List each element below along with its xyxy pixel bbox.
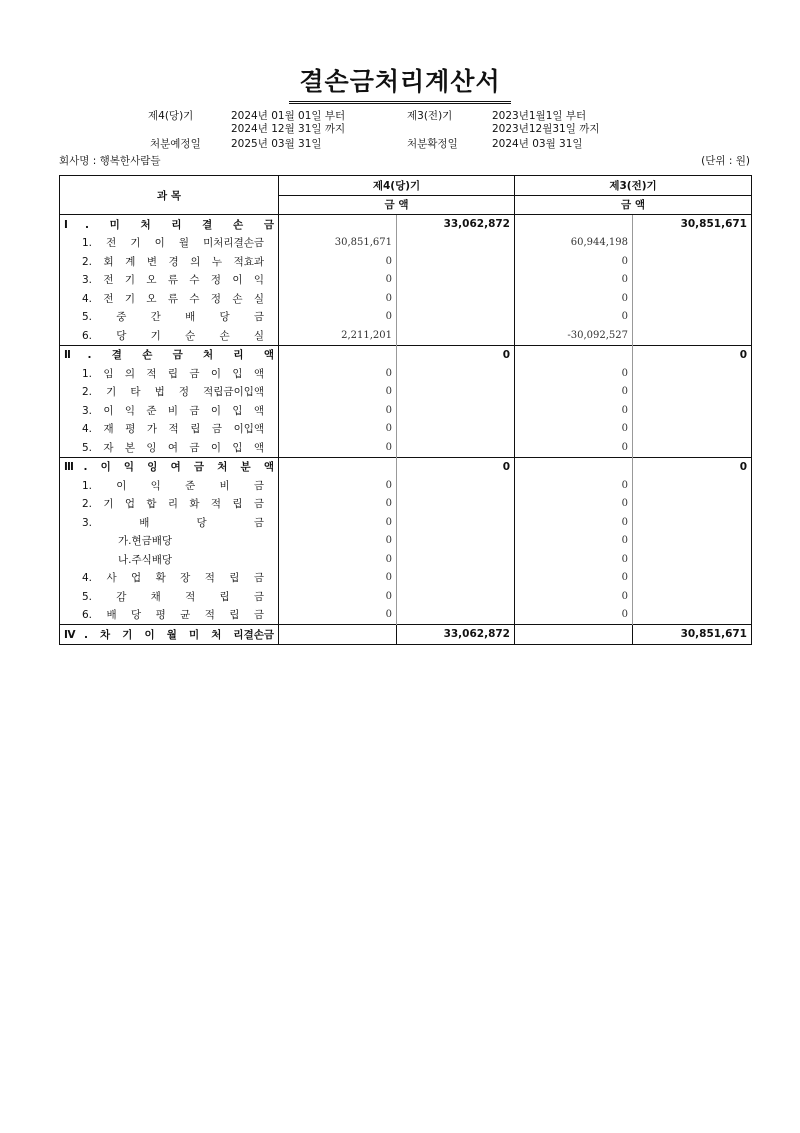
- empty-cell: [633, 420, 752, 439]
- empty-cell: [633, 401, 752, 420]
- prior-amount: 0: [515, 420, 633, 439]
- section-label: Ⅱ. 결 손 금 처 리 액: [60, 345, 279, 364]
- current-amount: 0: [385, 590, 392, 602]
- item-label: 5. 자 본 잉 여 금 이 입 액: [60, 438, 279, 457]
- unit-note: (단위 : 원): [701, 155, 750, 167]
- item-label: 2. 기 업 합 리 화 적 립 금: [60, 495, 279, 514]
- item-row: [60, 289, 752, 308]
- current-total: 0: [397, 457, 515, 476]
- empty-cell: [633, 569, 752, 588]
- empty-cell: [633, 271, 752, 290]
- item-label: 4. 사 업 확 장 적 립 금: [60, 569, 279, 588]
- empty-cell: [633, 550, 752, 569]
- planned-date: 2025년 03월 31일: [231, 138, 322, 150]
- empty-cell: [397, 606, 515, 625]
- current-amount: 0: [385, 516, 392, 528]
- empty-cell: [633, 476, 752, 495]
- empty-cell: [633, 308, 752, 327]
- item-label: 5. 감 채 적 립 금: [60, 587, 279, 606]
- item-row: [60, 569, 752, 588]
- prior-amount: 0: [515, 606, 633, 625]
- prior-amount: 0: [515, 383, 633, 402]
- item-row: [60, 550, 752, 569]
- empty-cell: [633, 252, 752, 271]
- empty-cell: [633, 289, 752, 308]
- item-label: 3. 전 기 오 류 수 정 이 익: [60, 271, 279, 290]
- prior-amount: 0: [515, 513, 633, 532]
- item-row: [60, 476, 752, 495]
- empty-cell: [397, 252, 515, 271]
- item-row: [60, 308, 752, 327]
- empty-cell: [397, 289, 515, 308]
- header-row: [60, 176, 752, 196]
- item-label: 나.주식배당: [60, 550, 279, 569]
- empty-cell: [397, 234, 515, 253]
- deficit-disposition-table: [59, 175, 752, 645]
- prior-total: 0: [633, 457, 752, 476]
- prior-amount: 0: [515, 438, 633, 457]
- prior-period-end: 2023년12월31일 까지: [492, 123, 600, 135]
- current-amount: 0: [385, 553, 392, 565]
- item-row: [60, 401, 752, 420]
- prior-amount: 0: [515, 587, 633, 606]
- item-label: 3. 배 당 금: [60, 513, 279, 532]
- prior-amount: 0: [515, 550, 633, 569]
- planned-date-label: 처분예정일: [150, 138, 201, 150]
- section-row: [60, 457, 752, 476]
- item-label: 2. 기 타 법 정 적립금이입액: [60, 383, 279, 402]
- current-period-end: 2024년 12월 31일 까지: [231, 123, 346, 135]
- prior-amount: 0: [515, 252, 633, 271]
- final-prior-total: 30,851,671: [633, 625, 752, 645]
- empty-cell: [397, 401, 515, 420]
- item-row: [60, 420, 752, 439]
- empty-cell: [279, 215, 397, 234]
- empty-cell: [279, 345, 397, 364]
- current-amount: 0: [385, 423, 392, 435]
- current-total: 33,062,872: [397, 215, 515, 234]
- current-period-label: 제4(당)기: [148, 110, 194, 122]
- empty-cell: [397, 476, 515, 495]
- empty-cell: [397, 271, 515, 290]
- empty-cell: [633, 606, 752, 625]
- current-amount: 2,211,201: [341, 329, 392, 341]
- empty-cell: [633, 438, 752, 457]
- current-amount: 0: [385, 498, 392, 510]
- item-label: 1. 임 의 적 립 금 이 입 액: [60, 364, 279, 383]
- item-row: [60, 252, 752, 271]
- current-amount: 0: [385, 572, 392, 584]
- empty-cell: [279, 625, 397, 645]
- empty-cell: [279, 457, 397, 476]
- prior-amount: 60,944,198: [515, 234, 633, 253]
- section-label: Ⅲ. 이 익 잉 여 금 처 분 액: [60, 457, 279, 476]
- prior-amount: 0: [515, 364, 633, 383]
- current-amount: 0: [385, 311, 392, 323]
- empty-cell: [515, 625, 633, 645]
- prior-amount: 0: [515, 495, 633, 514]
- section-row: [60, 345, 752, 364]
- prior-period-label: 제3(전)기: [407, 110, 453, 122]
- prior-amount: 0: [515, 569, 633, 588]
- prior-period-header: 제3(전)기: [515, 176, 752, 196]
- prior-amount: 0: [515, 308, 633, 327]
- item-row: [60, 234, 752, 253]
- empty-cell: [633, 234, 752, 253]
- item-row: [60, 364, 752, 383]
- empty-cell: [397, 438, 515, 457]
- prior-amount: 0: [515, 532, 633, 551]
- item-row: [60, 383, 752, 402]
- item-row: [60, 438, 752, 457]
- current-total: 0: [397, 345, 515, 364]
- item-row: [60, 513, 752, 532]
- current-period-start: 2024년 01월 01일 부터: [231, 110, 346, 122]
- company-name: 회사명 : 행복한사람들: [59, 155, 161, 167]
- empty-cell: [397, 569, 515, 588]
- item-row: [60, 495, 752, 514]
- prior-total: 0: [633, 345, 752, 364]
- prior-total: 30,851,671: [633, 215, 752, 234]
- current-amount: 30,851,671: [334, 237, 392, 249]
- empty-cell: [515, 457, 633, 476]
- empty-cell: [397, 513, 515, 532]
- final-row: [60, 625, 752, 645]
- item-label: 6. 배 당 평 균 적 립 금: [60, 606, 279, 625]
- empty-cell: [515, 345, 633, 364]
- document-title: 결손금처리계산서: [0, 62, 800, 104]
- empty-cell: [633, 532, 752, 551]
- empty-cell: [633, 364, 752, 383]
- prior-amount-header: 금 액: [515, 195, 752, 215]
- item-row: [60, 271, 752, 290]
- item-label: 2. 회 계 변 경 의 누 적효과: [60, 252, 279, 271]
- item-label: 가.현금배당: [60, 532, 279, 551]
- empty-cell: [397, 495, 515, 514]
- item-row: [60, 326, 752, 345]
- empty-cell: [633, 587, 752, 606]
- empty-cell: [397, 587, 515, 606]
- item-row: [60, 606, 752, 625]
- item-label: 5. 중 간 배 당 금: [60, 308, 279, 327]
- current-amount: 0: [385, 255, 392, 267]
- current-amount: 0: [385, 609, 392, 621]
- item-label: 1. 전 기 이 월 미처리결손금: [60, 234, 279, 253]
- empty-cell: [633, 326, 752, 345]
- confirmed-date: 2024년 03월 31일: [492, 138, 583, 150]
- empty-cell: [633, 383, 752, 402]
- section-row: [60, 215, 752, 234]
- prior-period-start: 2023년1월1일 부터: [492, 110, 587, 122]
- empty-cell: [397, 532, 515, 551]
- empty-cell: [515, 215, 633, 234]
- prior-amount: -30,092,527: [515, 326, 633, 345]
- item-label: 1. 이 익 준 비 금: [60, 476, 279, 495]
- current-amount: 0: [385, 367, 392, 379]
- prior-amount: 0: [515, 289, 633, 308]
- current-amount: 0: [385, 386, 392, 398]
- section-label: Ⅰ. 미 처 리 결 손 금: [60, 215, 279, 234]
- current-period-header: 제4(당)기: [279, 176, 515, 196]
- item-row: [60, 532, 752, 551]
- empty-cell: [397, 550, 515, 569]
- prior-amount: 0: [515, 271, 633, 290]
- prior-amount: 0: [515, 401, 633, 420]
- current-amount: 0: [385, 479, 392, 491]
- empty-cell: [397, 420, 515, 439]
- item-label: 4. 재 평 가 적 립 금 이입액: [60, 420, 279, 439]
- current-amount-header: 금 액: [279, 195, 515, 215]
- current-amount: 0: [385, 404, 392, 416]
- final-current-total: 33,062,872: [397, 625, 515, 645]
- subject-header: 과 목: [60, 176, 279, 215]
- empty-cell: [397, 364, 515, 383]
- item-label: 4. 전 기 오 류 수 정 손 실: [60, 289, 279, 308]
- item-label: 3. 이 익 준 비 금 이 입 액: [60, 401, 279, 420]
- current-amount: 0: [385, 441, 392, 453]
- empty-cell: [633, 495, 752, 514]
- prior-amount: 0: [515, 476, 633, 495]
- current-amount: 0: [385, 535, 392, 547]
- empty-cell: [397, 326, 515, 345]
- final-label: Ⅳ. 차 기 이 월 미 처 리결손금: [60, 625, 279, 645]
- current-amount: 0: [385, 274, 392, 286]
- item-row: [60, 587, 752, 606]
- current-amount: 0: [385, 292, 392, 304]
- empty-cell: [397, 308, 515, 327]
- empty-cell: [633, 513, 752, 532]
- confirmed-date-label: 처분확정일: [407, 138, 458, 150]
- empty-cell: [397, 383, 515, 402]
- item-label: 6. 당 기 순 손 실: [60, 326, 279, 345]
